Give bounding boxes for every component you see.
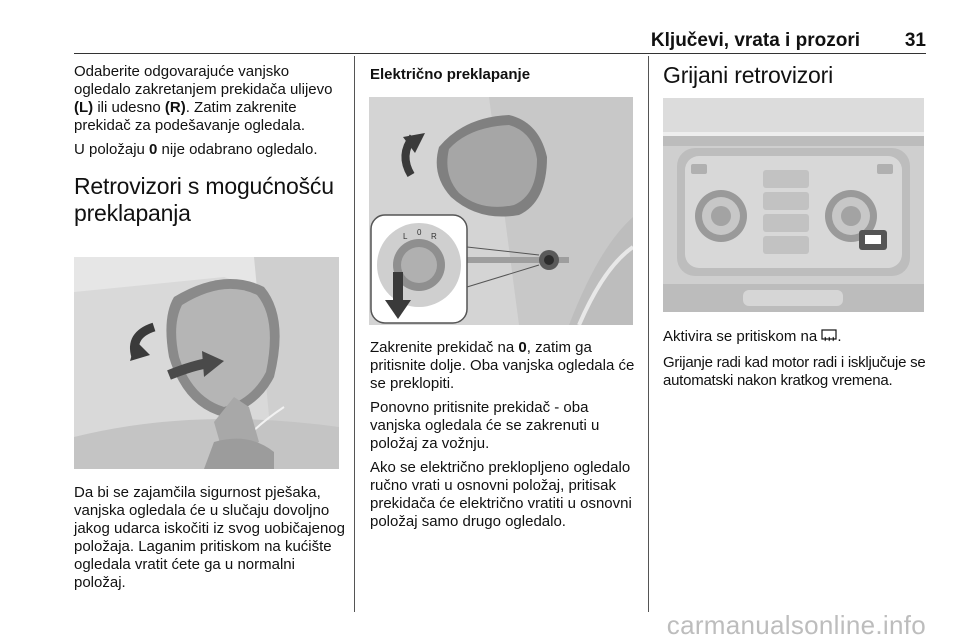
svg-text:0: 0 [417,228,422,237]
column-divider-1 [354,56,355,612]
page-header [74,30,926,54]
column-1-bottom [74,484,346,598]
mirror-switch-illustration [369,97,633,325]
column-3-text [663,328,933,396]
paragraph-pedestrian-safety: Da bi se zajamčila sigurnost pješaka, vanjska ogledala će u slučaju dovoljno jakog udarca iskočiti iz svog uobičajenog položaja. Laganim pritiskom na kućište ogledala vratit ćete ga u normalni položaj. [74,484,345,591]
text: Zakrenite prekidač na [370,339,519,356]
paragraph-heating-auto-off: Grijanje radi kad motor radi i isključuje se automatski nakon kratkog vremena. [663,354,926,389]
section-title: Ključevi, vrata i prozori [650,30,860,51]
label-r: (R) [164,99,186,116]
text: nije odabrano ogledalo. [157,141,318,158]
heading-folding-mirrors: Retrovizori s mogućnošću preklapanja [74,173,334,226]
text: . [837,328,842,345]
svg-text:L: L [403,232,408,241]
subheading-electric-folding: Električno preklapanje [370,66,531,83]
column-divider-2 [648,56,649,612]
label-l: (L) [74,99,94,116]
text: ili udesno [93,99,165,116]
paragraph-activate [663,328,933,348]
paragraph-manual-return: Ako se električno preklopljeno ogledalo ručno vrati u osnovni položaj, pritisak prekidača će električno vratiti u osnovni položaj samo drugo ogledalo. [370,459,632,530]
paragraph-unfold-instruction: Ponovno pritisnite prekidač - oba vanjska ogledala će se zakrenuti u položaj za vožnju. [370,399,600,452]
text: U položaju [74,141,150,158]
watermark: carmanualsonline.info [666,610,926,640]
folding-mirror-figure [74,257,339,469]
svg-text:R: R [431,232,437,241]
mirror-switch-figure [369,97,633,325]
folding-mirror-illustration [74,257,339,469]
text: . Zatim zakrenite prekidač za podešavanje ogledala. [74,99,305,134]
heated-mirror-console-figure [663,98,924,312]
label-zero: 0 [149,141,158,158]
text: Aktivira se pritiskom na [663,328,822,345]
paragraph-position-zero [74,141,346,159]
label-zero: 0 [518,339,527,356]
text: , zatim ga pritisnite dolje. Oba vanjska ogledala će se preklopiti. [370,339,635,392]
column-2-text [370,339,640,537]
heated-mirror-console-illustration [663,98,924,312]
paragraph-fold-instruction [370,339,640,393]
column-1 [74,63,346,227]
column-3 [663,62,928,89]
text: Odaberite odgovarajuće vanjsko ogledalo zakretanjem prekidača ulijevo [74,63,333,98]
paragraph-select-mirror [74,63,346,135]
header-rule [74,53,926,54]
heated-mirror-icon [821,329,837,348]
heading-heated-mirrors: Grijani retrovizori [663,62,834,88]
page-number: 31 [904,30,926,51]
